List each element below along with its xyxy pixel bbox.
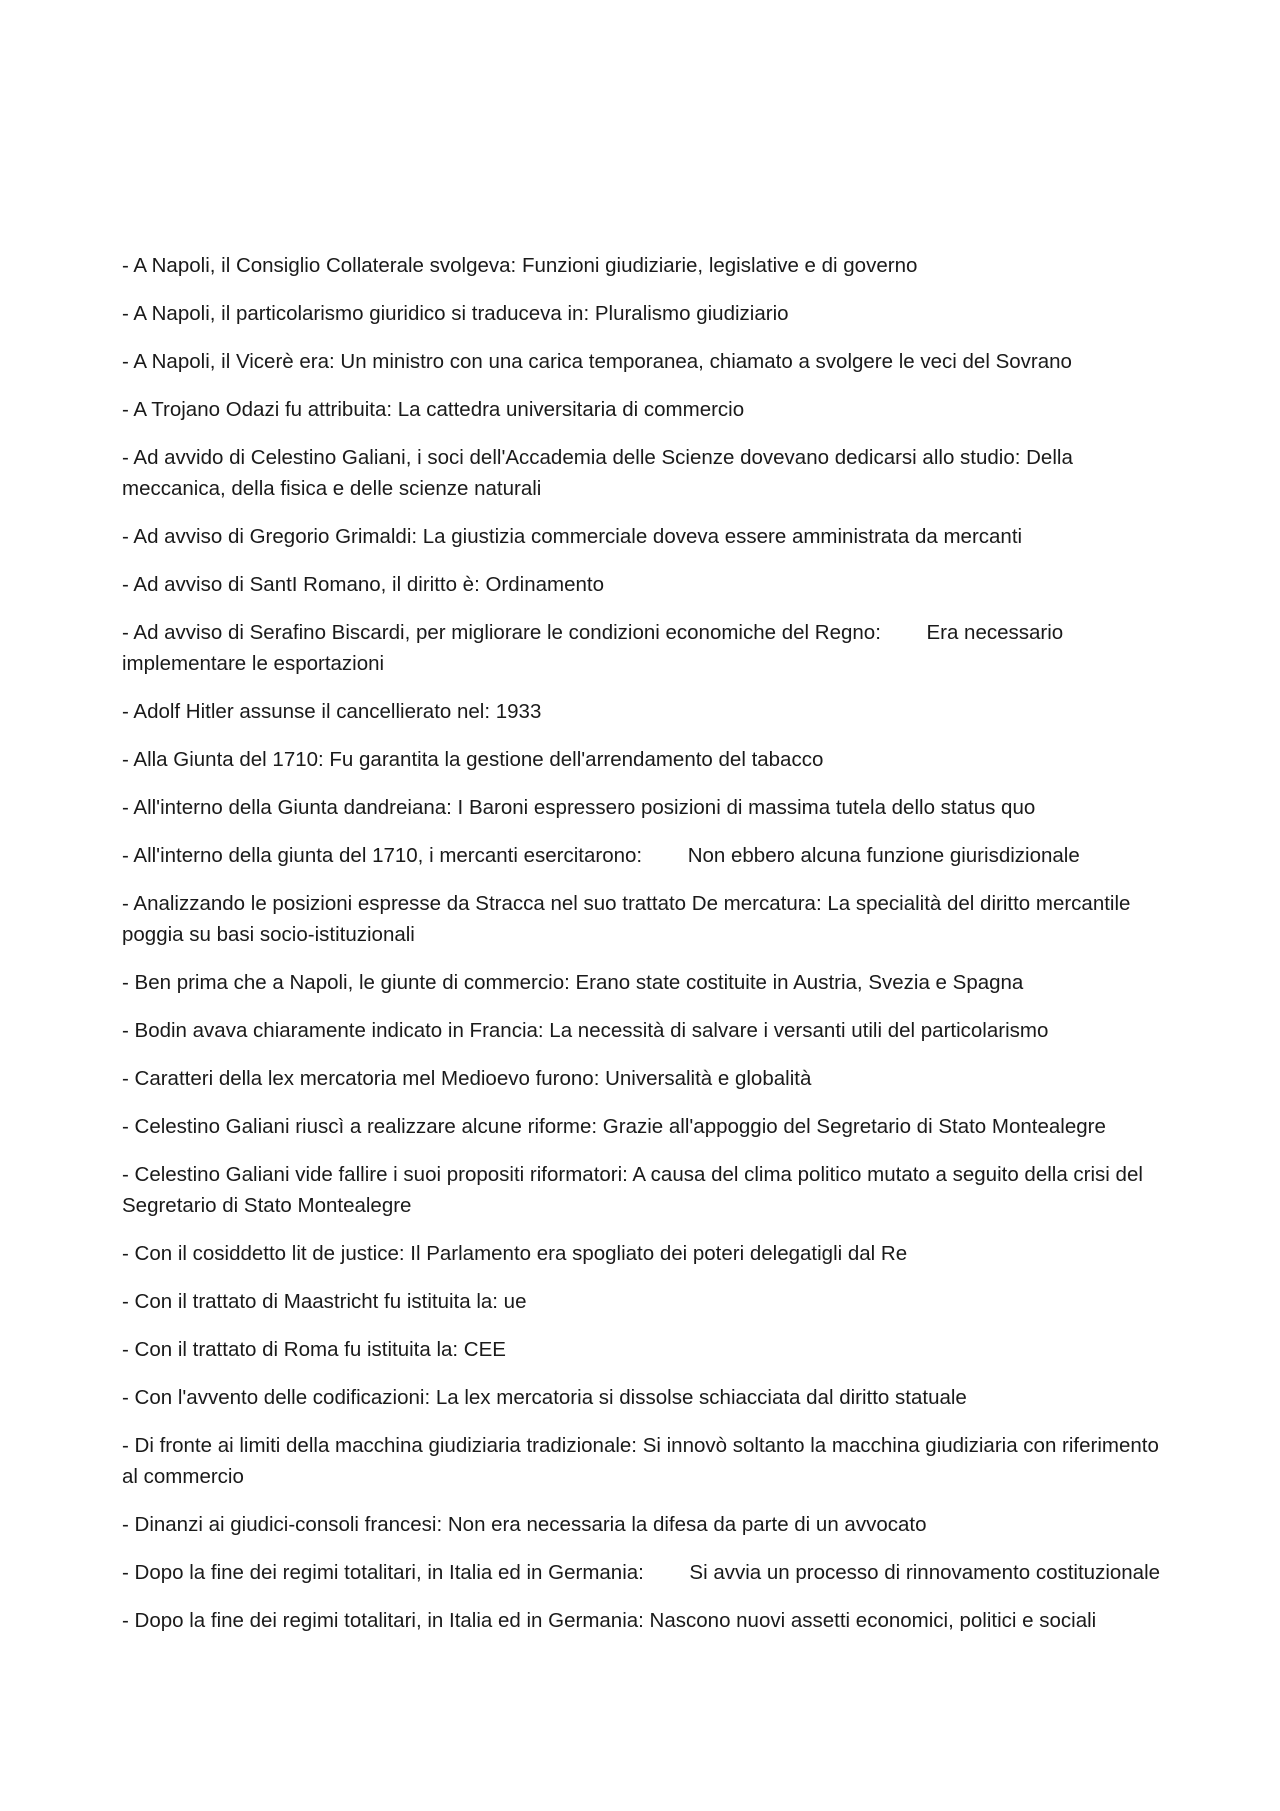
list-item: - Ad avviso di Gregorio Grimaldi: La giustizia commerciale doveva essere amministrata da mercanti: [122, 525, 1023, 548]
list-item: - Ad avviso di SantI Romano, il diritto è: Ordinamento: [122, 573, 604, 596]
list-item: - Dinanzi ai giudici-consoli francesi: Non era necessaria la difesa da parte di un avvocato: [122, 1513, 927, 1536]
list-item: - Dopo la fine dei regimi totalitari, in Italia ed in Germania: Si avvia un processo di rinnovamento costituzionale: [122, 1561, 1161, 1584]
list-item: - Alla Giunta del 1710: Fu garantita la gestione dell'arrendamento del tabacco: [122, 748, 824, 771]
list-item: - Caratteri della lex mercatoria mel Medioevo furono: Universalità e globalità: [122, 1067, 812, 1090]
list-item: - Con il trattato di Maastricht fu istituita la: ue: [122, 1290, 527, 1313]
list-item: - Con il trattato di Roma fu istituita la: CEE: [122, 1338, 506, 1361]
list-item: - Bodin avava chiaramente indicato in Francia: La necessità di salvare i versanti utili del particolarismo: [122, 1019, 1049, 1042]
list-item: - All'interno della giunta del 1710, i mercanti esercitarono: Non ebbero alcuna funzione giurisdizionale: [122, 844, 1080, 867]
list-item: - A Trojano Odazi fu attribuita: La cattedra universitaria di commercio: [122, 398, 745, 421]
list-item: - Ad avvido di Celestino Galiani, i soci dell'Accademia delle Scienze dovevano dedicarsi allo studio: Della meccanica, della fisica e delle scienze naturali: [122, 446, 1079, 500]
list-item: - Ad avviso di Serafino Biscardi, per migliorare le condizioni economiche del Regno: Era necessario implementare le esportazioni: [122, 621, 1069, 675]
list-item: - Celestino Galiani vide fallire i suoi propositi riformatori: A causa del clima politico mutato a seguito della crisi del Segretario di Stato Montealegre: [122, 1163, 1149, 1217]
list-item: - Ben prima che a Napoli, le giunte di commercio: Erano state costituite in Austria, Svezia e Spagna: [122, 971, 1024, 994]
list-item: - Di fronte ai limiti della macchina giudiziaria tradizionale: Si innovò soltanto la macchina giudiziaria con riferimento al commercio: [122, 1434, 1165, 1488]
list-item: - Con il cosiddetto lit de justice: Il Parlamento era spogliato dei poteri delegatigli dal Re: [122, 1242, 908, 1265]
list-item: - A Napoli, il particolarismo giuridico si traduceva in: Pluralismo giudiziario: [122, 302, 789, 325]
list-item: - Con l'avvento delle codificazioni: La lex mercatoria si dissolse schiacciata dal diritto statuale: [122, 1386, 967, 1409]
document-body: [122, 250, 1172, 1653]
list-item: - Adolf Hitler assunse il cancellierato nel: 1933: [122, 700, 542, 723]
list-item: - All'interno della Giunta dandreiana: I Baroni espressero posizioni di massima tutela dello status quo: [122, 796, 1036, 819]
list-item: - Analizzando le posizioni espresse da Stracca nel suo trattato De mercatura: La specialità del diritto mercantile poggia su basi socio-istituzionali: [122, 892, 1137, 946]
list-item: - Celestino Galiani riuscì a realizzare alcune riforme: Grazie all'appoggio del Segretario di Stato Montealegre: [122, 1115, 1106, 1138]
list-item: - A Napoli, il Consiglio Collaterale svolgeva: Funzioni giudiziarie, legislative e di governo: [122, 254, 918, 277]
list-item: - Dopo la fine dei regimi totalitari, in Italia ed in Germania: Nascono nuovi assetti economici, politici e sociali: [122, 1609, 1097, 1632]
list-item: - A Napoli, il Vicerè era: Un ministro con una carica temporanea, chiamato a svolgere le veci del Sovrano: [122, 350, 1072, 373]
